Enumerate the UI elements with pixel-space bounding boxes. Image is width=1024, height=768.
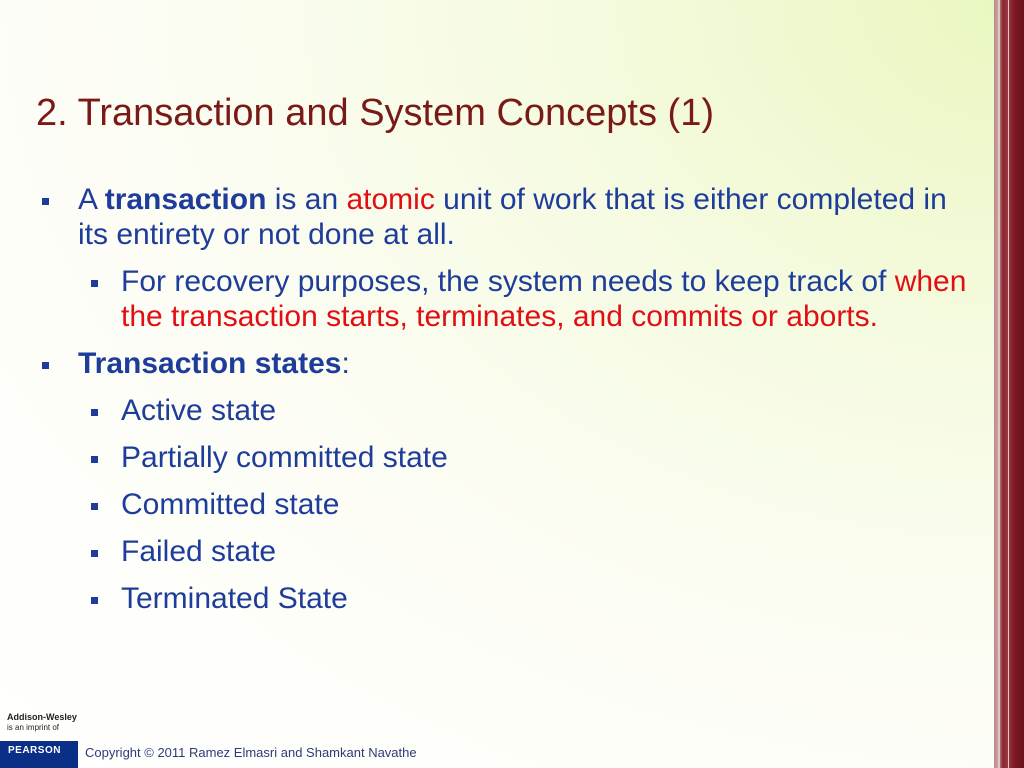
square-bullet-icon <box>91 280 98 287</box>
text-segment: unit of work that is either completed in its entirety or not done at all. <box>78 183 947 251</box>
slide-content <box>36 182 976 628</box>
emphasis-text: when the transaction starts, terminates, and commits or aborts. <box>121 265 967 333</box>
state-item <box>36 440 976 475</box>
state-item <box>36 581 976 616</box>
text-segment: For recovery purposes, the system needs to keep track of <box>121 265 895 298</box>
state-label: Failed state <box>121 535 277 568</box>
text-segment: : <box>341 347 350 380</box>
term-transaction: transaction <box>104 183 267 216</box>
copyright-text: Copyright © 2011 Ramez Elmasri and Shamkant Navathe <box>85 745 417 760</box>
text-segment: A <box>78 183 105 216</box>
square-bullet-icon <box>91 503 98 510</box>
state-label: Partially committed state <box>121 441 448 474</box>
publisher-logo <box>0 708 78 768</box>
state-item <box>36 534 976 569</box>
logo-imprint-text: is an imprint of <box>7 723 60 732</box>
logo-addison-wesley: Addison-Wesley <box>7 712 77 722</box>
term-atomic: atomic <box>346 183 435 216</box>
term-transaction-states: Transaction states <box>78 347 342 380</box>
text-segment: is an <box>266 183 347 216</box>
state-label: Committed state <box>121 488 340 521</box>
state-item <box>36 487 976 522</box>
square-bullet-icon <box>91 597 98 604</box>
state-label: Terminated State <box>121 582 348 615</box>
square-bullet-icon <box>91 456 98 463</box>
bullet-transaction-states <box>36 346 976 381</box>
square-bullet-icon <box>91 550 98 557</box>
square-bullet-icon <box>91 409 98 416</box>
bar-stripe <box>998 0 1000 768</box>
logo-pearson: PEARSON <box>0 741 78 768</box>
bullet-transaction-definition <box>36 182 976 252</box>
decorative-right-bar <box>994 0 1024 768</box>
sub-bullet-recovery <box>36 264 976 334</box>
state-item <box>36 393 976 428</box>
slide-title: 2. Transaction and System Concepts (1) <box>36 92 714 134</box>
square-bullet-icon <box>42 362 49 369</box>
state-label: Active state <box>121 394 277 427</box>
bar-stripe <box>1008 0 1009 768</box>
square-bullet-icon <box>42 198 49 205</box>
